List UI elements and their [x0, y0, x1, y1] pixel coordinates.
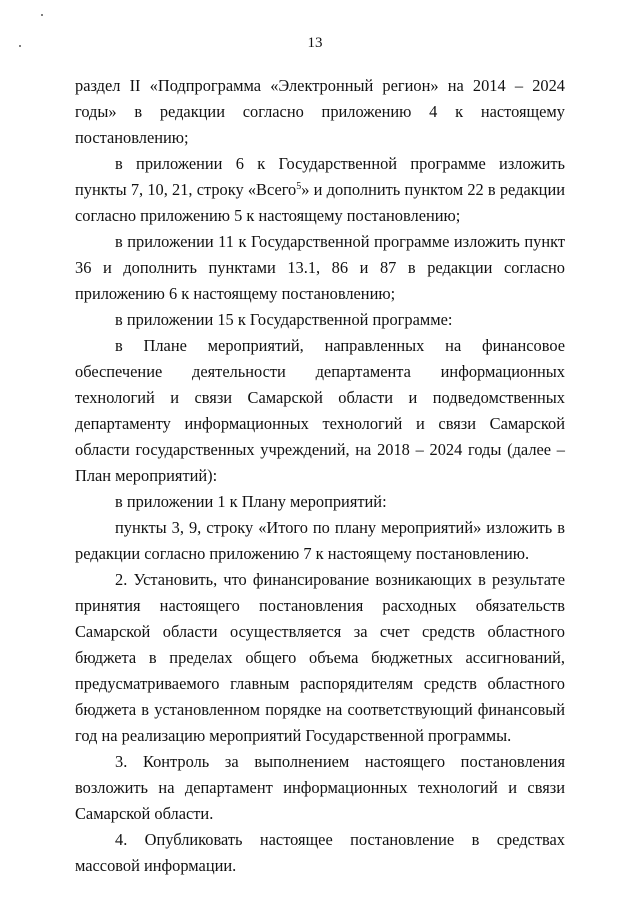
paragraph-1: раздел II «Подпрограмма «Электронный регион» на 2014 – 2024 годы» в редакции согласно приложению 4 к настоящему постановлению; — [75, 76, 565, 147]
document-body — [75, 73, 565, 879]
paragraph-2-text-b: » и дополнить пунктом 22 в редакции согласно приложению 5 к настоящему постановлению; — [75, 180, 565, 225]
paragraph-2 — [75, 151, 565, 229]
paragraph-10: 4. Опубликовать настоящее постановление в средствах массовой информации. — [75, 830, 565, 875]
scan-speck — [41, 14, 43, 16]
paragraph-5: в Плане мероприятий, направленных на финансовое обеспечение деятельности департамента информационных технологий и связи Самарской области и подведомственных департаменту информационных технологий и связи Самарской области государственных учреждений, на 2018 – 2024 годы (далее – План мероприятий): — [75, 336, 565, 485]
paragraph-7: пункты 3, 9, строку «Итого по плану мероприятий» изложить в редакции согласно приложению 7 к настоящему постановлению. — [75, 518, 565, 563]
page-number: 13 — [307, 35, 323, 51]
paragraph-6: в приложении 1 к Плану мероприятий: — [115, 492, 387, 511]
paragraph-8: 2. Установить, что финансирование возникающих в результате принятия настоящего постановления расходных обязательств Самарской области осуществляется за счет средств областного бюджета в пределах общего объема бюджетных ассигнований, предусматриваемого главным распорядителям средств областного бюджета в установленном порядке на соответствующий финансовый год на реализацию мероприятий Государственной программы. — [75, 570, 565, 745]
paragraph-9: 3. Контроль за выполнением настоящего постановления возложить на департамент информационных технологий и связи Самарской области. — [75, 752, 565, 823]
footnote-marker: 5 — [296, 181, 302, 192]
paragraph-3: в приложении 11 к Государственной программе изложить пункт 36 и дополнить пунктами 13.1, 86 и 87 в редакции согласно приложению 6 к настоящему постановлению; — [75, 232, 565, 303]
paragraph-2-text-a: в приложении 6 к Государственной программе изложить пункты 7, 10, 21, строку «Всего — [75, 154, 565, 199]
paragraph-4: в приложении 15 к Государственной программе: — [115, 310, 453, 329]
